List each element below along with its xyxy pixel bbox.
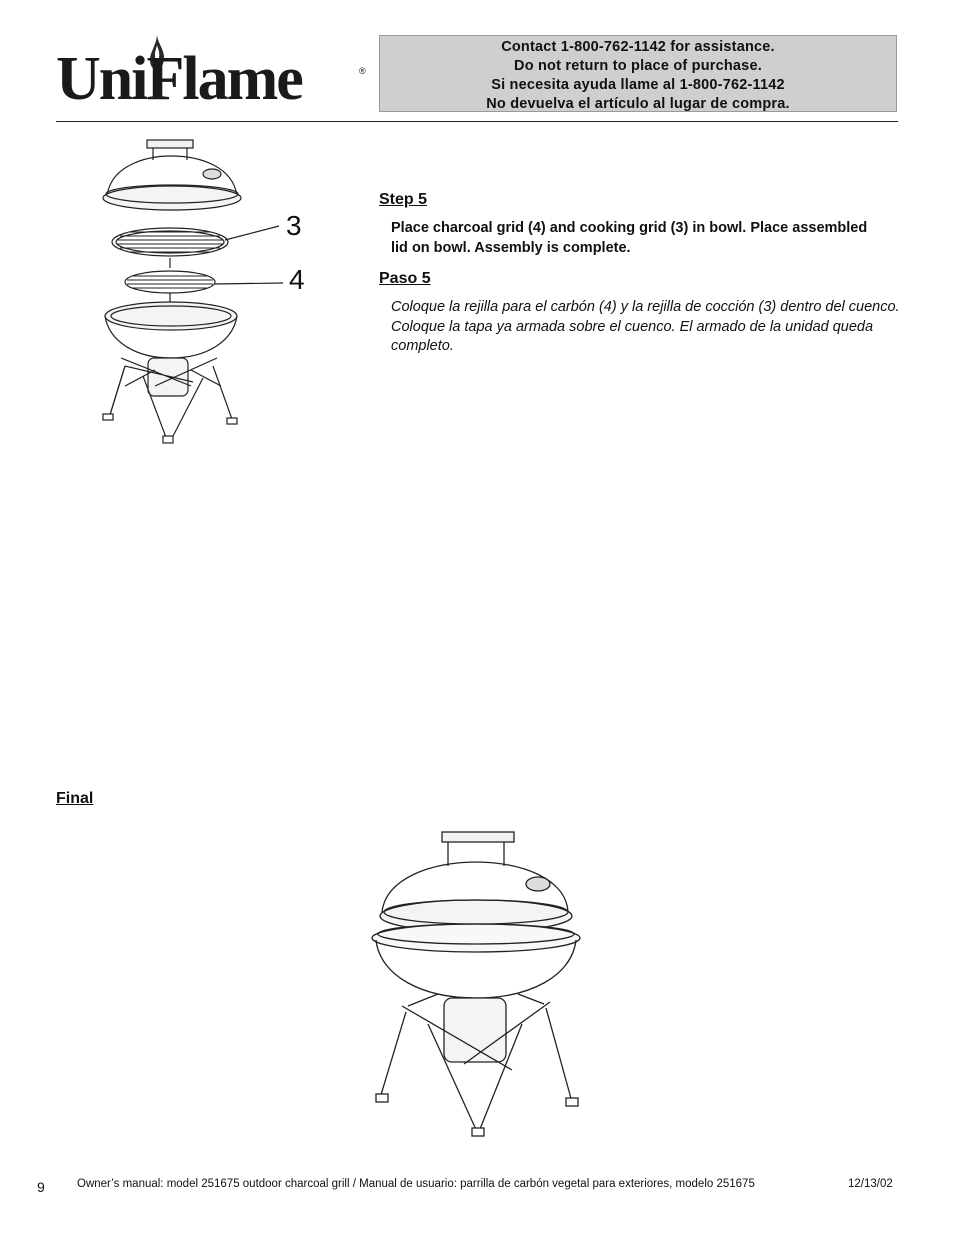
step-text-es: Coloque la rejilla para el carbón (4) y la rejilla de cocción (3) dentro del cuenco. Coloque la tapa ya armada sobre el cuenco. El armado de la unidad queda completo.	[391, 299, 900, 354]
exploded-grill-illustration	[95, 136, 317, 448]
callout-3: 3	[286, 210, 302, 241]
contact-line: Si necesita ayuda llame al 1-800-762-1142	[491, 77, 785, 93]
footer-text: Owner’s manual: model 251675 outdoor charcoal grill / Manual de usuario: parrilla de carbón vegetal para exteriores, modelo 251675	[77, 1178, 755, 1190]
footer-date: 12/13/02	[848, 1178, 893, 1190]
uniflame-logo	[56, 34, 368, 114]
header-divider	[56, 121, 898, 122]
registered-mark: ®	[359, 66, 366, 76]
step-heading-es: Paso 5	[379, 270, 431, 287]
contact-line: Contact 1-800-762-1142 for assistance.	[501, 39, 775, 55]
logo-wordmark: UniFlame	[56, 45, 302, 113]
step-heading-en: Step 5	[379, 191, 428, 208]
final-heading: Final	[56, 790, 94, 807]
assembled-grill-illustration	[368, 828, 586, 1142]
contact-line: Do not return to place of purchase.	[514, 58, 762, 74]
contact-line: No devuelva el artículo al lugar de compra.	[486, 96, 790, 112]
callout-4: 4	[289, 264, 305, 295]
contact-box	[379, 35, 897, 112]
step-text-en: Place charcoal grid (4) and cooking grid (3) in bowl. Place assembled lid on bowl. Assembly is complete.	[391, 220, 868, 256]
page-number: 9	[37, 1179, 45, 1195]
